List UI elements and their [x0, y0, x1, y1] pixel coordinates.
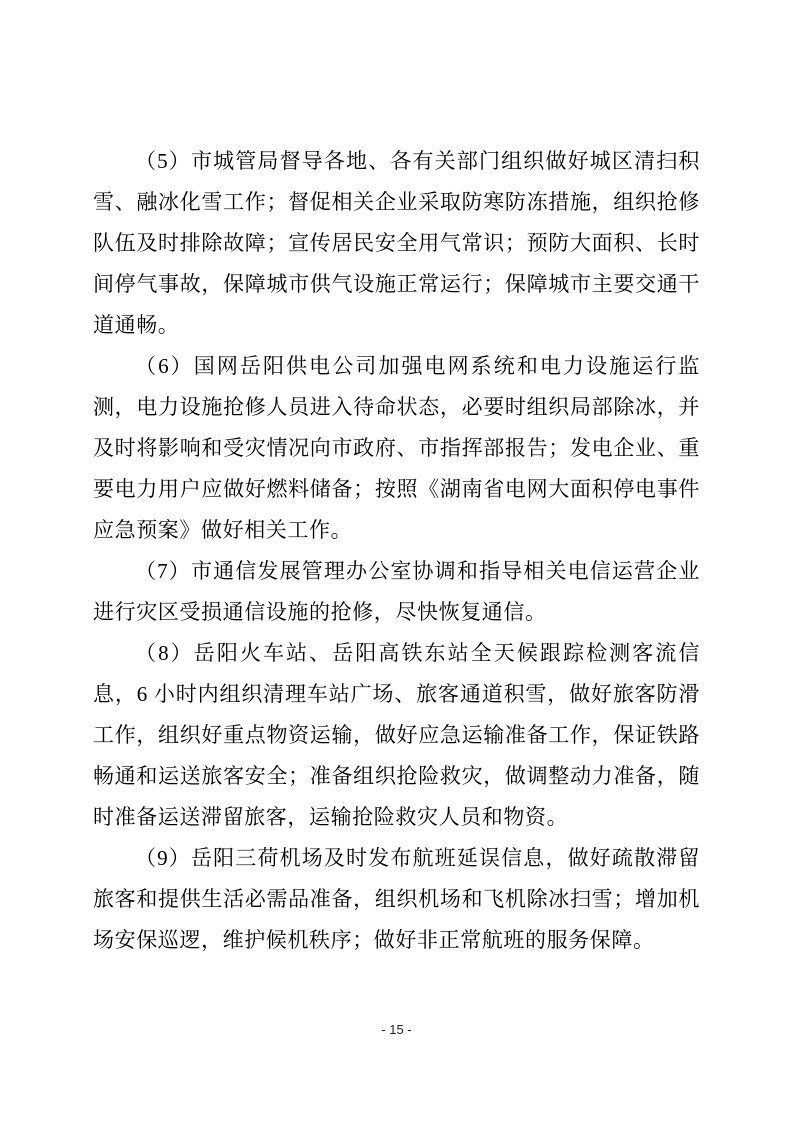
paragraph-8: （8）岳阳火车站、岳阳高铁东站全天候跟踪检测客流信息，6 小时内组织清理车站广场、旅客通道积雪，做好旅客防滑工作，组织好重点物资运输，做好应急运输准备工作，保证铁路畅通和运送旅客安全；准备组织抢险救灾，做调整动力准备，随时准备运送滞留旅客，运输抢险救灾人员和物资。 — [93, 641, 700, 829]
page-number: - 15 - — [381, 1022, 412, 1037]
page-footer — [0, 1022, 793, 1037]
paragraph-5: （5）市城管局督导各地、各有关部门组织做好城区清扫积雪、融冰化雪工作；督促相关企业采取防寒防冻措施，组织抢修队伍及时排除故障；宣传居民安全用气常识；预防大面积、长时间停气事故，保障城市供气设施正常运行；保障城市主要交通干道通畅。 — [93, 149, 700, 337]
paragraph-6: （6）国网岳阳供电公司加强电网系统和电力设施运行监测，电力设施抢修人员进入待命状态，必要时组织局部除冰，并及时将影响和受灾情况向市政府、市指挥部报告；发电企业、重要电力用户应做好燃料储备；按照《湖南省电网大面积停电事件应急预案》做好相关工作。 — [93, 354, 700, 542]
paragraph-7: （7）市通信发展管理办公室协调和指导相关电信运营企业进行灾区受损通信设施的抢修，尽快恢复通信。 — [93, 559, 700, 624]
document-body — [93, 141, 700, 961]
paragraph-9: （9）岳阳三荷机场及时发布航班延误信息，做好疏散滞留旅客和提供生活必需品准备，组织机场和飞机除冰扫雪；增加机场安保巡逻，维护候机秩序；做好非正常航班的服务保障。 — [93, 846, 700, 952]
